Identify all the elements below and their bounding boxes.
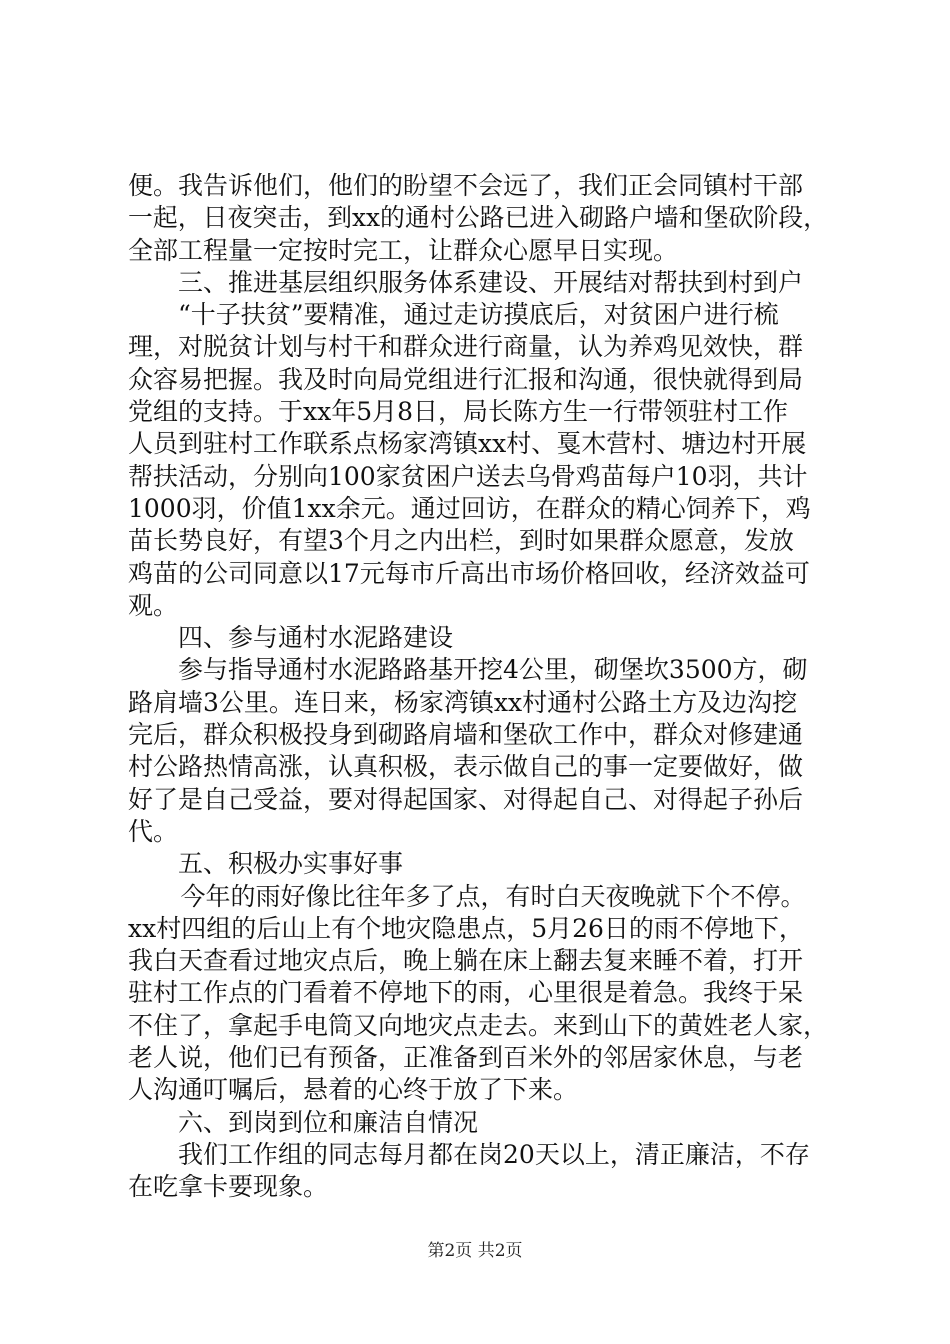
document-body — [128, 170, 828, 1204]
text-line: 帮扶活动，分别向100家贫困户送去乌骨鸡苗每户10羽，共计 — [128, 461, 808, 491]
text-line: 完后，群众积极投身到砌路肩墙和堡砍工作中，群众对修建通 — [128, 720, 804, 750]
text-line: 路肩墙3公里。连日来，杨家湾镇xx村通村公路土方及边沟挖 — [128, 687, 798, 717]
text-line: 在吃拿卡要现象。 — [128, 1172, 329, 1202]
text-line: 老人说，他们已有预备，正准备到百米外的邻居家休息，与老 — [128, 1043, 804, 1073]
text-line: 我白天查看过地灾点后，晚上躺在床上翻去复来睡不着，打开 — [128, 946, 804, 976]
text-line: 六、到岗到位和廉洁自情况 — [178, 1107, 479, 1137]
text-line: 驻村工作点的门看着不停地下的雨，心里很是着急。我终于呆 — [128, 978, 804, 1008]
text-line: 全部工程量一定按时完工，让群众心愿早日实现。 — [128, 235, 679, 265]
text-line: 今年的雨好像比往年多了点，有时白天夜晚就下个不停。 — [180, 881, 806, 911]
text-line: 我们工作组的同志每月都在岗20天以上，清正廉洁，不存 — [178, 1139, 810, 1169]
text-line: 众容易把握。我及时向局党组进行汇报和沟通，很快就得到局 — [128, 364, 804, 394]
text-line: 五、积极办实事好事 — [178, 849, 404, 879]
text-line: 鸡苗的公司同意以17元每市斤高出市场价格回收，经济效益可 — [128, 558, 810, 588]
text-line: 1000羽，价值1xx余元。通过回访，在群众的精心饲养下，鸡 — [128, 493, 811, 523]
text-line: 观。 — [128, 590, 179, 620]
text-line: 四、参与通村水泥路建设 — [178, 623, 454, 653]
text-line: 理，对脱贫计划与村干和群众进行商量，认为养鸡见效快，群 — [128, 332, 804, 362]
text-line: 不住了，拿起手电筒又向地灾点走去。来到山下的黄姓老人家， — [128, 1010, 828, 1040]
text-line: 便。我告诉他们，他们的盼望不会远了，我们正会同镇村干部 — [128, 171, 804, 200]
text-line: 村公路热情高涨，认真积极，表示做自己的事一定要做好，做 — [128, 752, 804, 782]
page-footer: 第2页 共2页 — [427, 1241, 523, 1261]
text-line: 参与指导通村水泥路路基开挖4公里，砌堡坎3500方，砌 — [178, 655, 808, 685]
text-line: 人沟通叮嘱后，悬着的心终于放了下来。 — [128, 1075, 579, 1105]
text-line: 苗长势良好，有望3个月之内出栏，到时如果群众愿意，发放 — [128, 526, 794, 556]
text-line: 三、推进基层组织服务体系建设、开展结对帮扶到村到户 — [178, 267, 804, 297]
text-line: “十子扶贫”要精准，通过走访摸底后，对贫困户进行梳 — [178, 300, 779, 330]
text-line: 一起，日夜突击，到xx的通村公路已进入砌路户墙和堡砍阶段， — [128, 203, 828, 233]
text-line: 党组的支持。于xx年5月8日，局长陈方生一行带领驻村工作 — [128, 397, 789, 427]
text-line: 人员到驻村工作联系点杨家湾镇xx村、戛木营村、塘边村开展 — [128, 429, 807, 459]
text-line: xx村四组的后山上有个地灾隐患点，5月26日的雨不停地下， — [128, 913, 804, 943]
text-line: 代。 — [128, 816, 179, 846]
text-line: 好了是自己受益，要对得起国家、对得起自己、对得起子孙后 — [128, 784, 804, 814]
